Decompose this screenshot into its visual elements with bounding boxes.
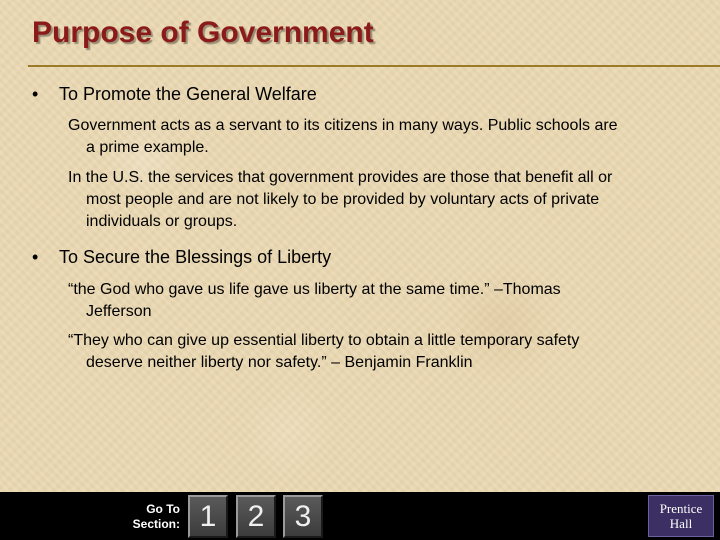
section-3-button[interactable]: 3 (283, 495, 323, 538)
sub-point-line: In the U.S. the services that government provides are those that benefit all or (68, 169, 613, 186)
sub-point-line: most people and are not likely to be provided by voluntary acts of private (86, 191, 600, 208)
title-divider (28, 65, 720, 67)
logo-line: Hall (669, 516, 693, 531)
sub-point-line: a prime example. (86, 139, 209, 156)
sub-point-line: Government acts as a servant to its citizens in many ways. Public schools are (68, 117, 618, 134)
section-1-button[interactable]: 1 (188, 495, 228, 538)
sub-point (50, 167, 708, 233)
sub-point (50, 279, 708, 323)
goto-section-label (122, 502, 180, 532)
bullet-dot-icon: • (32, 247, 39, 267)
sub-point-line: individuals or groups. (86, 213, 238, 230)
section-2-button[interactable]: 2 (236, 495, 276, 538)
sub-point (50, 330, 708, 374)
sub-point-line: “the God who gave us life gave us liberty at the same time.” –Thomas (68, 281, 561, 298)
logo-line: Prentice (659, 501, 703, 516)
footer-bar (0, 492, 720, 540)
bullet-heading: To Secure the Blessings of Liberty (59, 247, 332, 267)
sub-point-line: Jefferson (86, 303, 152, 320)
slide-title: Purpose of Government (32, 16, 374, 49)
sub-point-line: deserve neither liberty nor safety.” – Benjamin Franklin (86, 354, 473, 371)
prentice-hall-logo[interactable] (648, 495, 714, 537)
bullet-dot-icon: • (32, 84, 39, 104)
goto-label-line: Go To (146, 502, 180, 516)
sub-point (50, 115, 708, 159)
bullet-heading: To Promote the General Welfare (59, 84, 317, 104)
goto-label-line: Section: (132, 517, 180, 531)
sub-point-line: “They who can give up essential liberty to obtain a little temporary safety (68, 332, 580, 349)
